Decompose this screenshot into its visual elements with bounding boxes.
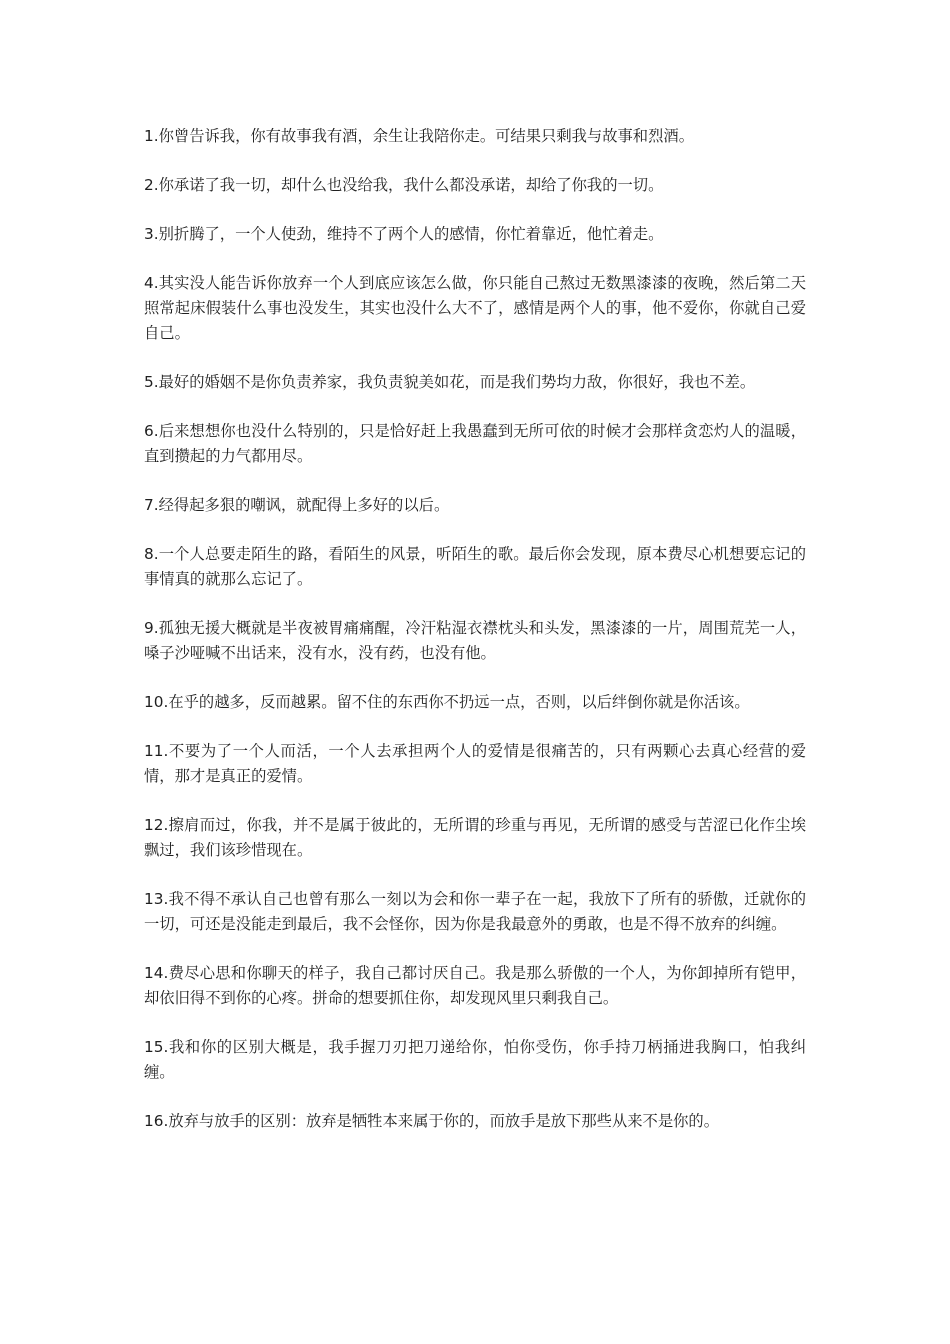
paragraph-9: 9.孤独无援大概就是半夜被胃痛痛醒，冷汗粘湿衣襟枕头和头发，黑漆漆的一片，周围荒芜一人，嗓子沙哑喊不出话来，没有水，没有药，也没有他。 [144, 619, 806, 662]
paragraph-7: 7.经得起多狠的嘲讽，就配得上多好的以后。 [144, 496, 450, 514]
paragraph-12: 12.擦肩而过，你我，并不是属于彼此的，无所谓的珍重与再见，无所谓的感受与苦涩已化作尘埃飘过，我们该珍惜现在。 [144, 816, 806, 859]
paragraph-11: 11.不要为了一个人而活，一个人去承担两个人的爱情是很痛苦的，只有两颗心去真心经营的爱情，那才是真正的爱情。 [144, 742, 806, 785]
paragraph-5: 5.最好的婚姻不是你负责养家，我负责貌美如花，而是我们势均力敌，你很好，我也不差。 [144, 373, 756, 391]
paragraph-10: 10.在乎的越多，反而越累。留不住的东西你不扔远一点，否则，以后绊倒你就是你活该。 [144, 693, 750, 711]
paragraph-16: 16.放弃与放手的区别：放弃是牺牲本来属于你的，而放手是放下那些从来不是你的。 [144, 1112, 720, 1130]
paragraph-2: 2.你承诺了我一切，却什么也没给我，我什么都没承诺，却给了你我的一切。 [144, 176, 664, 194]
paragraph-8: 8.一个人总要走陌生的路，看陌生的风景，听陌生的歌。最后你会发现，原本费尽心机想要忘记的事情真的就那么忘记了。 [144, 545, 806, 588]
document-body [144, 124, 806, 1158]
paragraph-6: 6.后来想想你也没什么特别的，只是恰好赶上我愚蠢到无所可依的时候才会那样贪恋灼人的温暖，直到攒起的力气都用尽。 [144, 422, 806, 465]
paragraph-15: 15.我和你的区别大概是，我手握刀刃把刀递给你，怕你受伤，你手持刀柄捅进我胸口，怕我纠缠。 [144, 1038, 806, 1081]
paragraph-4: 4.其实没人能告诉你放弃一个人到底应该怎么做，你只能自己熬过无数黑漆漆的夜晚，然后第二天照常起床假装什么事也没发生，其实也没什么大不了，感情是两个人的事，他不爱你，你就自己爱自己。 [144, 274, 806, 342]
paragraph-14: 14.费尽心思和你聊天的样子，我自己都讨厌自己。我是那么骄傲的一个人，为你卸掉所有铠甲，却依旧得不到你的心疼。拼命的想要抓住你，却发现风里只剩我自己。 [144, 964, 806, 1007]
paragraph-3: 3.别折腾了，一个人使劲，维持不了两个人的感情，你忙着靠近，他忙着走。 [144, 225, 664, 243]
paragraph-13: 13.我不得不承认自己也曾有那么一刻以为会和你一辈子在一起，我放下了所有的骄傲，迁就你的一切，可还是没能走到最后，我不会怪你，因为你是我最意外的勇敢，也是不得不放弃的纠缠。 [144, 890, 806, 933]
paragraph-1: 1.你曾告诉我，你有故事我有酒，余生让我陪你走。可结果只剩我与故事和烈酒。 [144, 127, 694, 145]
